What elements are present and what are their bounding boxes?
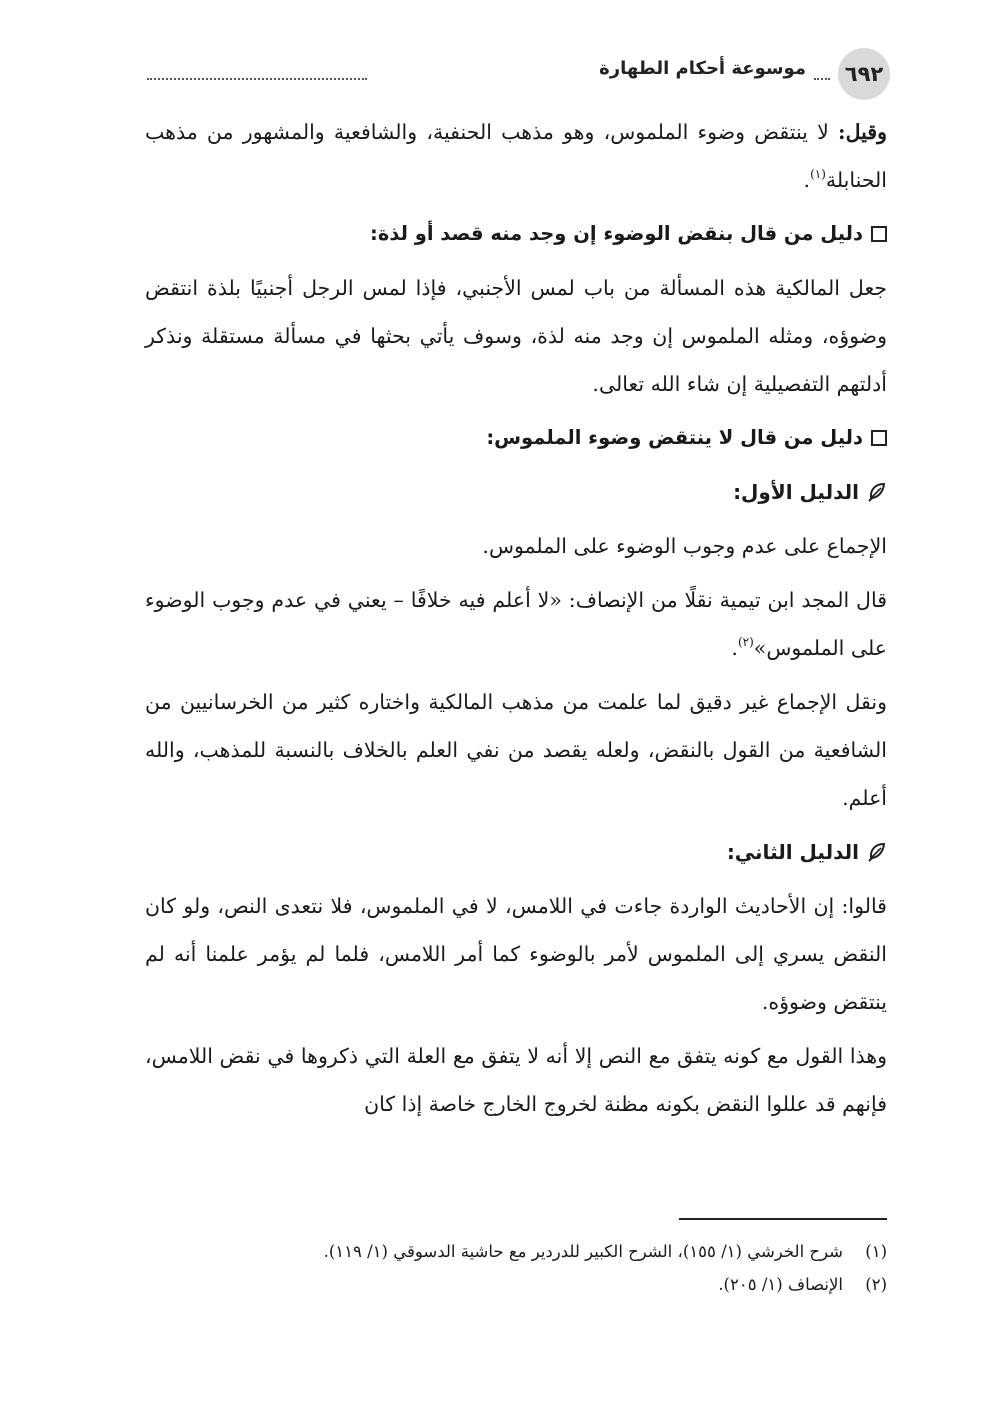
evidence-heading [145,828,887,876]
footnote-number: (٢) [865,1275,887,1294]
paragraph-text: لا ينتقض وضوء الملموس، وهو مذهب الحنفية، والشافعية والمشهور من مذهب الحنابلة [145,120,887,192]
paragraph: قالوا: إن الأحاديث الواردة جاءت في اللامس، لا في الملموس، فلا نتعدى النص، ولو كان النقض يسري إلى الملموس لأمر بالوضوء كما أمر اللامس، فلما لم يؤمر علمنا أنه لم ينتقض وضوؤه. [145,894,887,1014]
evidence-heading [145,468,887,516]
section-heading-text: دليل من قال لا ينتقض وضوء الملموس: [486,426,863,449]
square-bullet-icon [871,430,887,446]
footnotes [145,1235,887,1301]
page-header [145,48,890,100]
paragraph-text: قال المجد ابن تيمية نقلًا من الإنصاف: «لا أعلم فيه خلافًا – يعني في عدم وجوب الوضوء على الملموس» [145,588,887,660]
paragraph: ونقل الإجماع غير دقيق لما علمت من مذهب المالكية واختاره كثير من الخرسانيين من الشافعية من القول بالنقض، ولعله يقصد من نفي العلم بالخلاف بالنسبة للمذهب، والله أعلم. [145,690,887,810]
paragraph: قال المجد ابن تيمية نقلًا من الإنصاف: «لا أعلم فيه خلافًا – يعني في عدم وجوب الوضوء على الملموس»$^{(٢)}$. [145,588,887,660]
footnote [145,1235,887,1268]
paragraph: الإجماع على عدم وجوب الوضوء على الملموس. [482,534,887,558]
paragraph: وقيل: لا ينتقض وضوء الملموس، وهو مذهب الحنفية، والشافعية والمشهور من مذهب الحنابلة$^{(١)}$. [145,120,887,192]
footnote-separator [679,1218,887,1220]
section-heading-text: دليل من قال بنقض الوضوء إن وجد منه قصد أو لذة: [370,222,863,245]
evidence-heading-text: الدليل الثاني: [726,840,859,864]
footnote-number: (١) [865,1242,887,1261]
paragraph-lead: وقيل: [838,120,887,144]
paragraph: وهذا القول مع كونه يتفق مع النص إلا أنه لا يتفق مع العلة التي ذكروها في نقض اللامس، فإنهم قد عللوا النقض بكونه مظنة لخروج الخارج خاصة إذا كان [145,1044,887,1116]
section-heading [145,414,887,462]
header-dotted-rule-left [147,78,367,80]
footnote-text: شرح الخرشي (١/ ١٥٥)، الشرح الكبير للدردير مع حاشية الدسوقي (١/ ١١٩). [323,1242,843,1261]
square-bullet-icon [871,226,887,242]
section-heading [145,210,887,258]
footnote-text: الإنصاف (١/ ٢٠٥). [718,1275,843,1294]
leaf-ornament-icon [867,481,887,503]
footnote-ref: (١) [810,167,826,181]
footnote-ref: (٢) [737,635,754,649]
main-text [145,108,887,1134]
paragraph: جعل المالكية هذه المسألة من باب لمس الأجنبي، فإذا لمس الرجل أجنبيًا بلذة انتقض وضوؤه، ومثله الملموس إن وجد منه لذة، وسوف يأتي بحثها في مسألة مستقلة ونذكر أدلتهم التفصيلية إن شاء الله تعالى. [145,276,888,396]
page-number-badge: ٦٩٢ [838,48,890,100]
footnote [145,1268,887,1301]
evidence-heading-text: الدليل الأول: [733,480,859,504]
header-dotted-rule-right [814,78,830,80]
leaf-ornament-icon [867,841,887,863]
running-title: موسوعة أحكام الطهارة [599,58,806,79]
